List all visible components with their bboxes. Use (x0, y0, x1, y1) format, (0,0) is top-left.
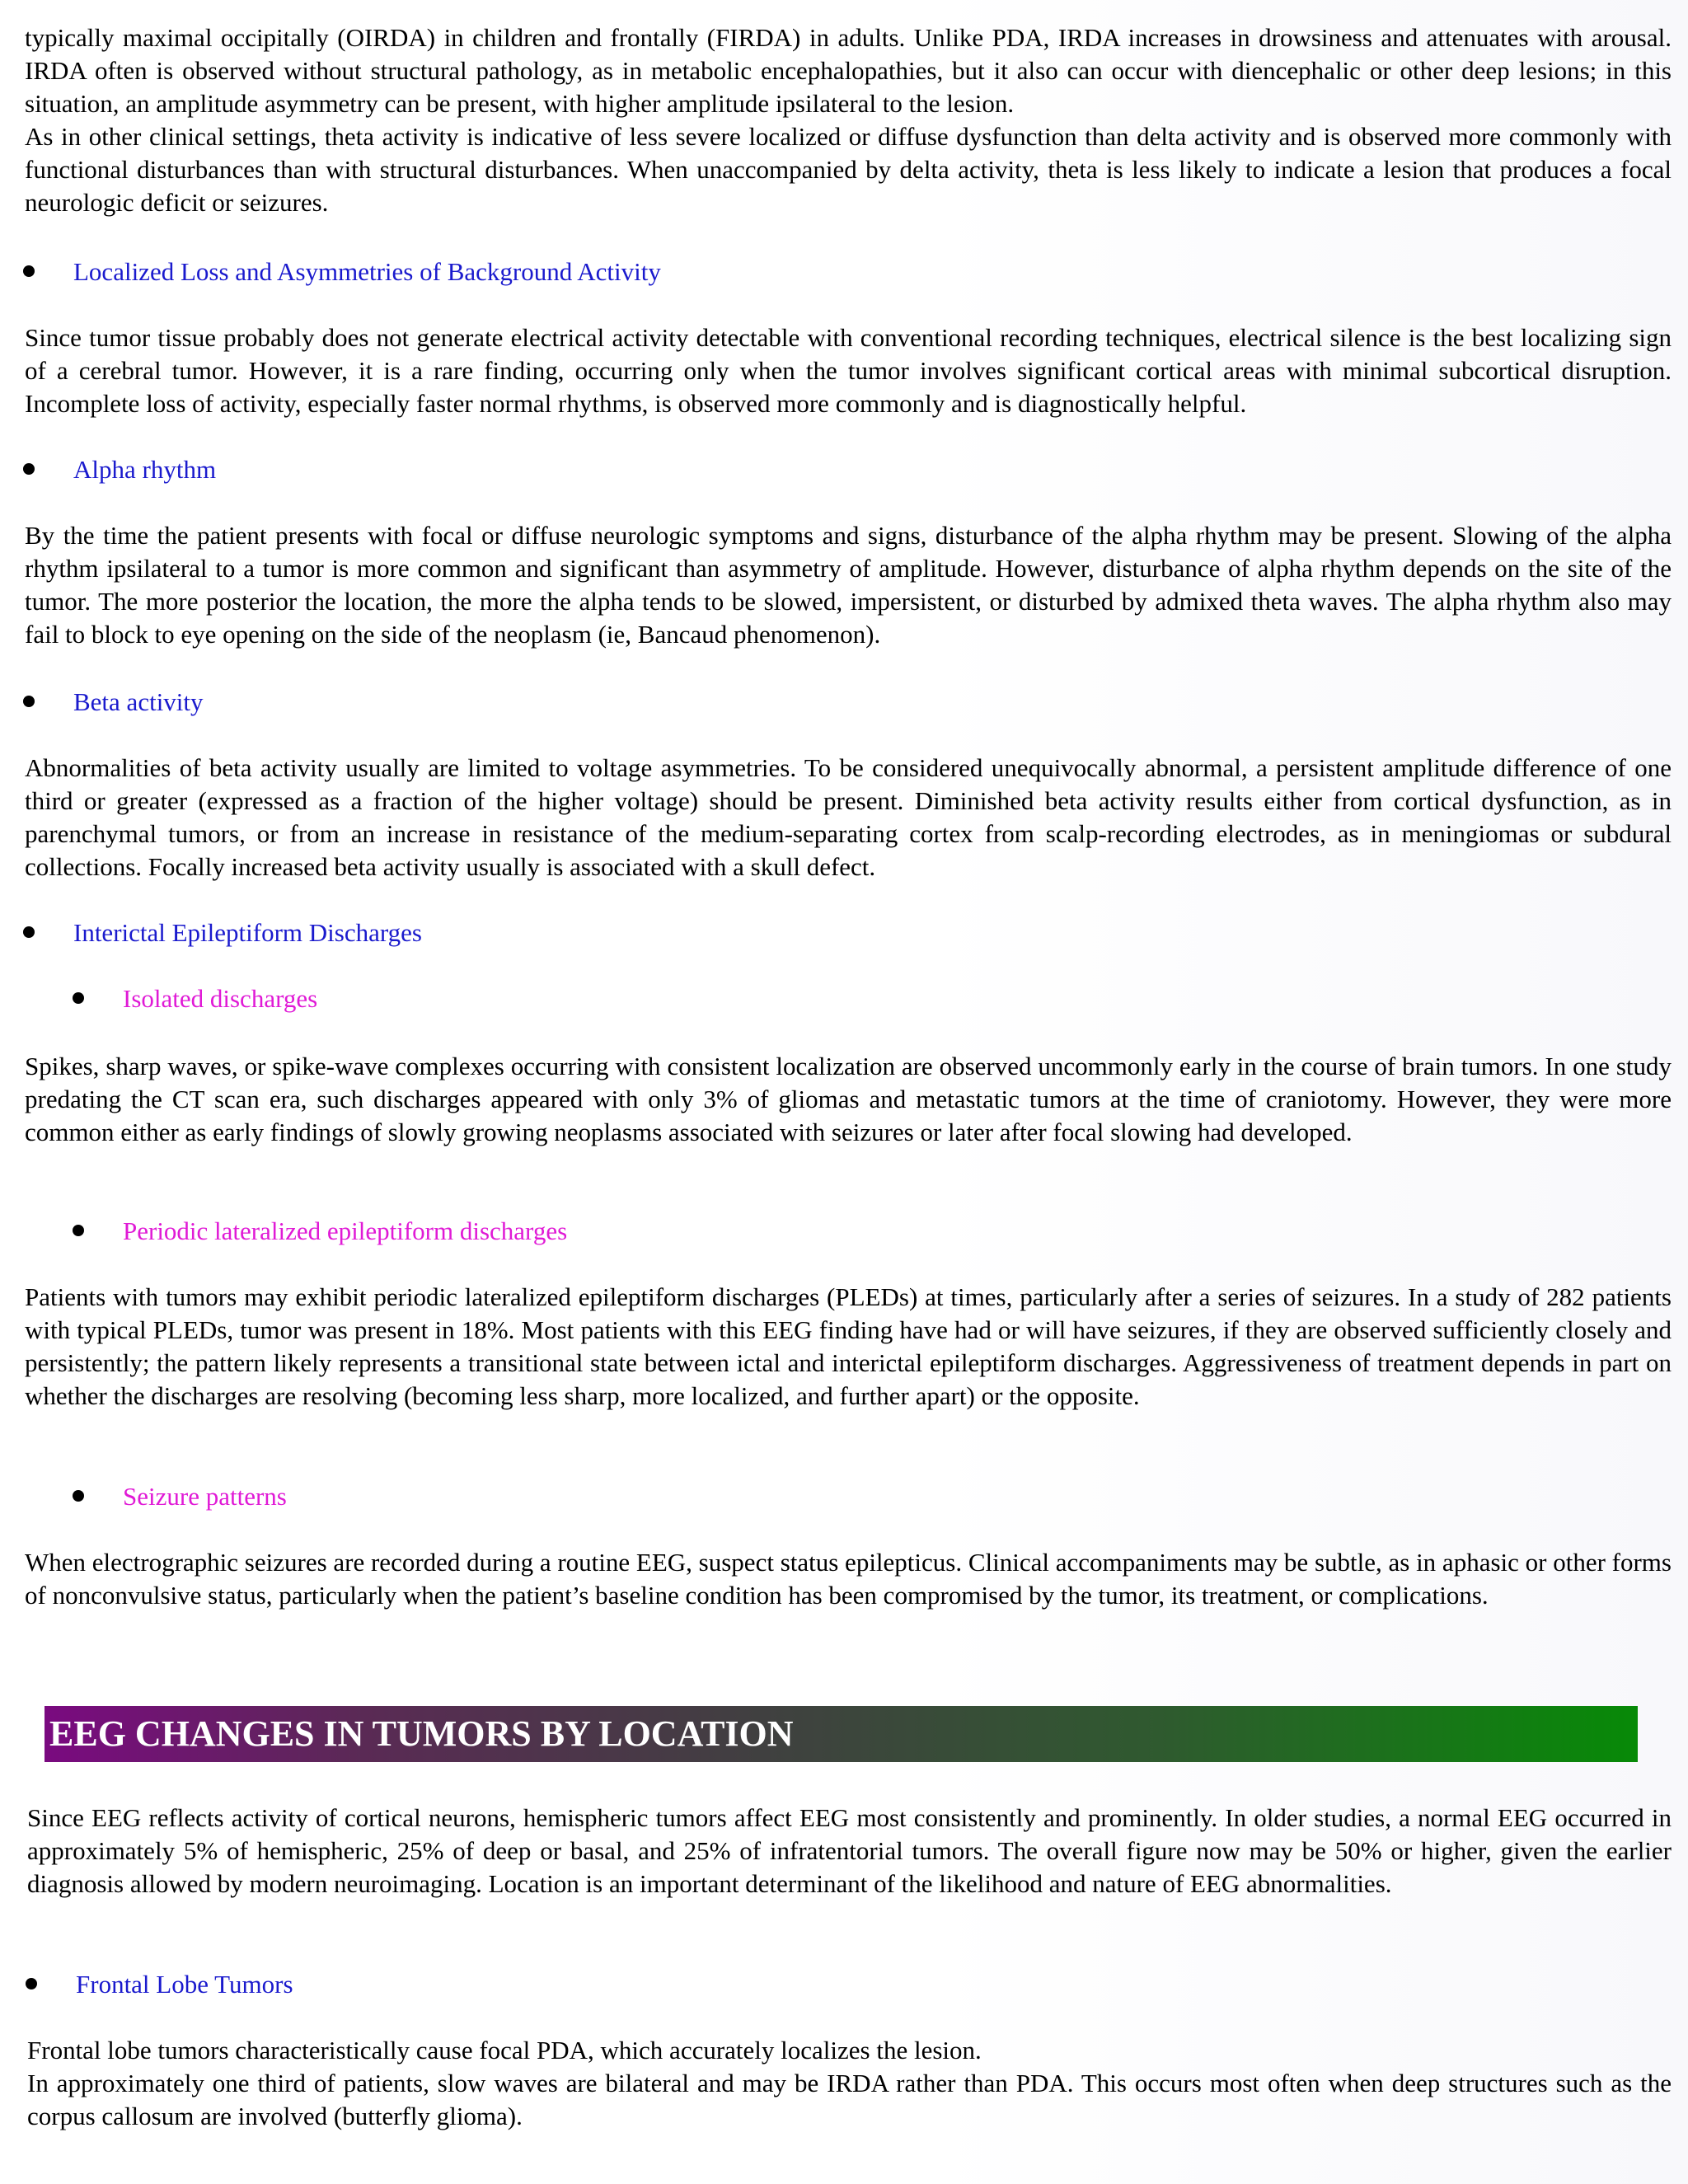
heading-interictal: Interictal Epileptiform Discharges (73, 918, 422, 947)
bullet-alpha-rhythm (23, 453, 518, 486)
heading-background-activity: Localized Loss and Asymmetries of Background Activity (73, 257, 661, 286)
paragraph-location-overview: Since EEG reflects activity of cortical neurons, hemispheric tumors affect EEG most consistently and prominently. In older studies, a normal EEG occurred in approximately 5% of hemispheric, 25% of deep or basal, and 25% of infratentorial tumors. The overall figure now may be 50% or higher, given the earlier diagnosis allowed by modern neuroimaging. Location is an important determinant of the likelihood and nature of EEG abnormalities. (27, 1803, 1672, 1898)
heading-frontal-lobe: Frontal Lobe Tumors (76, 1970, 293, 1999)
bullet-dot-icon (73, 1225, 84, 1236)
bullet-frontal-lobe (26, 1968, 603, 2001)
heading-seizure-patterns: Seizure patterns (123, 1482, 287, 1511)
heading-isolated-discharges: Isolated discharges (123, 984, 318, 1013)
paragraph-irda: typically maximal occipitally (OIRDA) in children and frontally (FIRDA) in adults. Unlike PDA, IRDA increases in drowsiness and attenuates with arousal. IRDA often is observed without structural pathology, as in metabolic encephalopathies, but it also can occur with diencephalic or other deep lesions; in this situation, an amplitude asymmetry can be present, with higher amplitude ipsilateral to the lesion. (25, 23, 1672, 118)
bullet-dot-icon (23, 463, 35, 475)
paragraph-pleds: Patients with tumors may exhibit periodic lateralized epileptiform discharges (PLEDs) at times, particularly after a series of seizures. In a study of 282 patients with typical PLEDs, tumor was present in 18%. Most patients with this EEG finding have had or will have seizures, if they are observed sufficiently closely and persistently; the pattern likely represents a transitional state between ictal and interictal epileptiform discharges. Aggressiveness of treatment depends in part on whether the discharges are resolving (becoming less sharp, more localized, and further apart) or the opposite. (25, 1282, 1672, 1410)
heading-alpha-rhythm: Alpha rhythm (73, 455, 217, 484)
paragraph-theta: As in other clinical settings, theta activity is indicative of less severe localized or diffuse dysfunction than delta activity and is observed more commonly with functional disturbances than with structural disturbances. When unaccompanied by delta activity, theta is less likely to indicate a lesion that produces a focal neurologic deficit or seizures. (25, 122, 1672, 217)
paragraph-isolated-discharges: Spikes, sharp waves, or spike-wave complexes occurring with consistent localization are observed uncommonly early in the course of brain tumors. In one study predating the CT scan era, such discharges appeared with only 3% of gliomas and metastatic tumors at the time of craniotomy. However, they were more common either as early findings of slowly growing neoplasms associated with seizures or later after focal slowing had developed. (25, 1052, 1672, 1146)
paragraph-background-activity: Since tumor tissue probably does not generate electrical activity detectable with conventional recording techniques, electrical silence is the best localizing sign of a cerebral tumor. However, it is a rare finding, occurring only when the tumor involves significant cortical areas with minimal subcortical disruption. Incomplete loss of activity, especially faster normal rhythms, is observed more commonly and is diagnostically helpful. (25, 323, 1672, 418)
bullet-background-activity (23, 255, 847, 288)
bullet-dot-icon (23, 696, 35, 707)
paragraph-beta-activity: Abnormalities of beta activity usually are limited to voltage asymmetries. To be considered unequivocally abnormal, a persistent amplitude difference of one third or greater (expressed as a fraction of the higher voltage) should be present. Diminished beta activity results either from cortical dysfunction, as in parenchymal tumors, or from an increase in resistance of the medium-separating cortex from scalp-recording electrodes, as in meningiomas or subdural collections. Focally increased beta activity usually is associated with a skull defect. (25, 753, 1672, 881)
paragraph-seizure-patterns: When electrographic seizures are recorded during a routine EEG, suspect status epilepticus. Clinical accompaniments may be subtle, as in aphasic or other forms of nonconvulsive status, particularly when the patient’s baseline condition has been compromised by the tumor, its treatment, or complications. (25, 1548, 1672, 1610)
bullet-dot-icon (23, 926, 35, 938)
bullet-dot-icon (73, 1490, 84, 1502)
bullet-isolated-discharges (73, 982, 649, 1015)
heading-pleds: Periodic lateralized epileptiform discharges (123, 1216, 568, 1245)
heading-beta-activity: Beta activity (73, 687, 204, 716)
section-title: EEG CHANGES IN TUMORS BY LOCATION (49, 1713, 794, 1754)
bullet-interictal (23, 916, 682, 949)
bullet-pleds (73, 1215, 897, 1248)
paragraph-frontal-lobe: Frontal lobe tumors characteristically cause focal PDA, which accurately localizes the lesion. (27, 2036, 982, 2064)
bullet-dot-icon (23, 265, 35, 277)
bullet-seizure-patterns (73, 1480, 649, 1513)
paragraph-frontal-bilateral: In approximately one third of patients, slow waves are bilateral and may be IRDA rather than PDA. This occurs most often when deep structures such as the corpus callosum are involved (butterfly glioma). (27, 2069, 1672, 2130)
section-heading-band (45, 1706, 1638, 1762)
bullet-dot-icon (26, 1978, 37, 1990)
bullet-beta-activity (23, 686, 518, 719)
paragraph-alpha-rhythm: By the time the patient presents with focal or diffuse neurologic symptoms and signs, disturbance of the alpha rhythm may be present. Slowing of the alpha rhythm ipsilateral to a tumor is more common and significant than asymmetry of amplitude. However, disturbance of alpha rhythm depends on the site of the tumor. The more posterior the location, the more the alpha tends to be slowed, impersistent, or disturbed by admixed theta waves. The alpha rhythm also may fail to block to eye opening on the side of the neoplasm (ie, Bancaud phenomenon). (25, 521, 1672, 649)
bullet-dot-icon (73, 992, 84, 1004)
